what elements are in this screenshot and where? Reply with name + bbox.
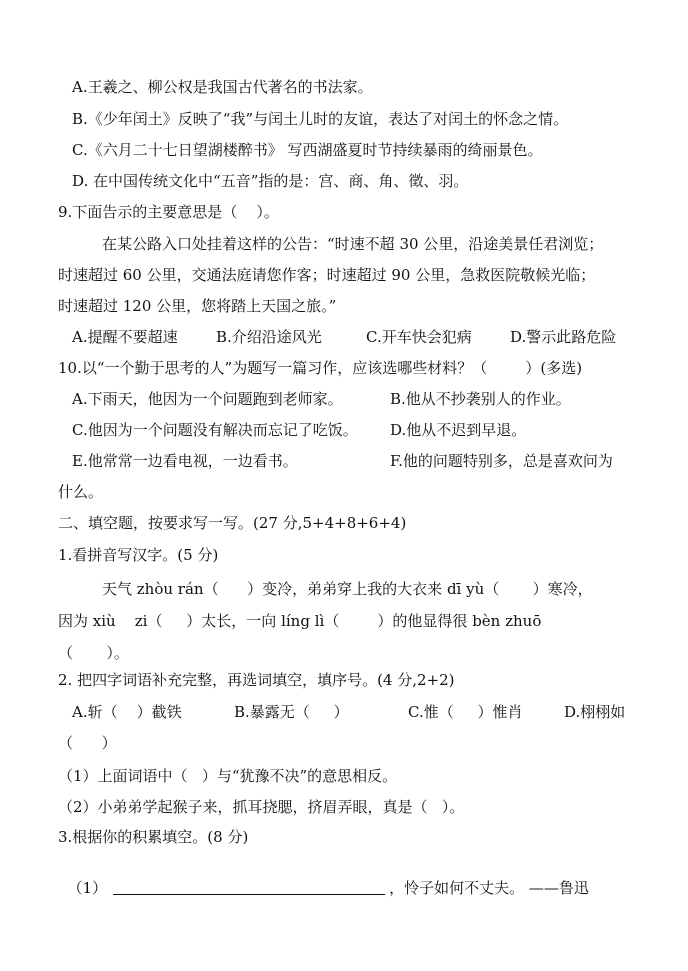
q9-option-c: C.开车快会犯病 [366, 328, 472, 346]
s2-q2-sub-1: （1）上面词语中（ ）与“犹豫不决”的意思相反。 [58, 767, 398, 785]
q8-option-a: A.王羲之、柳公权是我国古代著名的书法家。 [72, 78, 373, 96]
q9-notice-line-3: 时速超过 120 公里，您将踏上天国之旅。” [58, 297, 337, 315]
q9-notice-line-1: 在某公路入口处挂着这样的公告：“时速不超 30 公里，沿途美景任君浏览； [102, 235, 604, 253]
section-2-heading: 二、填空题，按要求写一写。(27 分,5+4+8+6+4) [58, 514, 407, 532]
s2-q3-title: 3.根据你的积累填空。(8 分) [58, 828, 249, 846]
q10-option-f-continued: 什么。 [58, 483, 104, 501]
q10-option-b: B.他从不抄袭别人的作业。 [390, 390, 571, 408]
q9-option-d: D.警示此路危险 [510, 328, 617, 346]
q10-option-e: E.他常常一边看电视，一边看书。 [72, 452, 298, 470]
s2-q2-title: 2. 把四字词语补充完整，再选词填空，填序号。(4 分,2+2) [58, 671, 455, 689]
q10-option-f: F.他的问题特别多，总是喜欢问为 [390, 452, 613, 470]
s2-q2-option-d-continued: （ ） [58, 734, 117, 752]
q9-option-b: B.介绍沿途风光 [216, 328, 322, 346]
s2-q1-line-1: 天气 zhòu rán（ ）变冷，弟弟穿上我的大衣来 dī yù（ ）寒冷， [102, 580, 593, 598]
s2-q2-option-a: A.斩（ ）截铁 [72, 703, 182, 721]
q9-stem: 9.下面告示的主要意思是（ ）。 [58, 203, 279, 221]
q10-option-a: A.下雨天，他因为一个问题跑到老师家。 [72, 390, 343, 408]
answer-blank[interactable] [113, 880, 385, 895]
q10-stem: 10.以“一个勤于思考的人”为题写一篇习作，应该选哪些材料？（ ）(多选) [58, 359, 583, 377]
q9-option-a: A.提醒不要超速 [72, 328, 178, 346]
q9-notice-line-2: 时速超过 60 公里，交通法庭请您作客；时速超过 90 公里，急救医院敬候光临； [58, 266, 596, 284]
q8-option-b: B.《少年闰土》反映了“我”与闰土儿时的友谊，表达了对闰土的怀念之情。 [72, 110, 569, 128]
s2-q1-line-2: 因为 xiù zi（ ）太长，一向 líng lì（ ）的他显得很 bèn zhuō [58, 612, 542, 630]
s2-q2-sub-2: （2）小弟弟学起猴子来，抓耳挠腮，挤眉弄眼，真是（ ）。 [58, 798, 465, 816]
s2-q1-line-3: （ ）。 [58, 644, 129, 662]
s2-q1-title: 1.看拼音写汉字。(5 分) [58, 546, 219, 564]
q8-option-d: D. 在中国传统文化中“五音”指的是：宫、商、角、徵、羽。 [72, 172, 469, 190]
q8-option-c: C.《六月二十七日望湖楼醉书》 写西湖盛夏时节持续暴雨的绮丽景色。 [72, 141, 543, 159]
q10-option-d: D.他从不迟到早退。 [390, 421, 527, 439]
s2-q3-sub-1-number: （1） [67, 879, 108, 897]
s2-q3-sub-1-tail: ，怜子如何不丈夫。 ——鲁迅 [389, 879, 589, 897]
s2-q2-option-c: C.惟（ ）惟肖 [408, 703, 523, 721]
s2-q2-option-d: D.栩栩如 [564, 703, 626, 721]
s2-q2-option-b: B.暴露无（ ） [234, 703, 349, 721]
q10-option-c: C.他因为一个问题没有解决而忘记了吃饭。 [72, 421, 358, 439]
s2-q3-sub-1 [58, 861, 589, 897]
